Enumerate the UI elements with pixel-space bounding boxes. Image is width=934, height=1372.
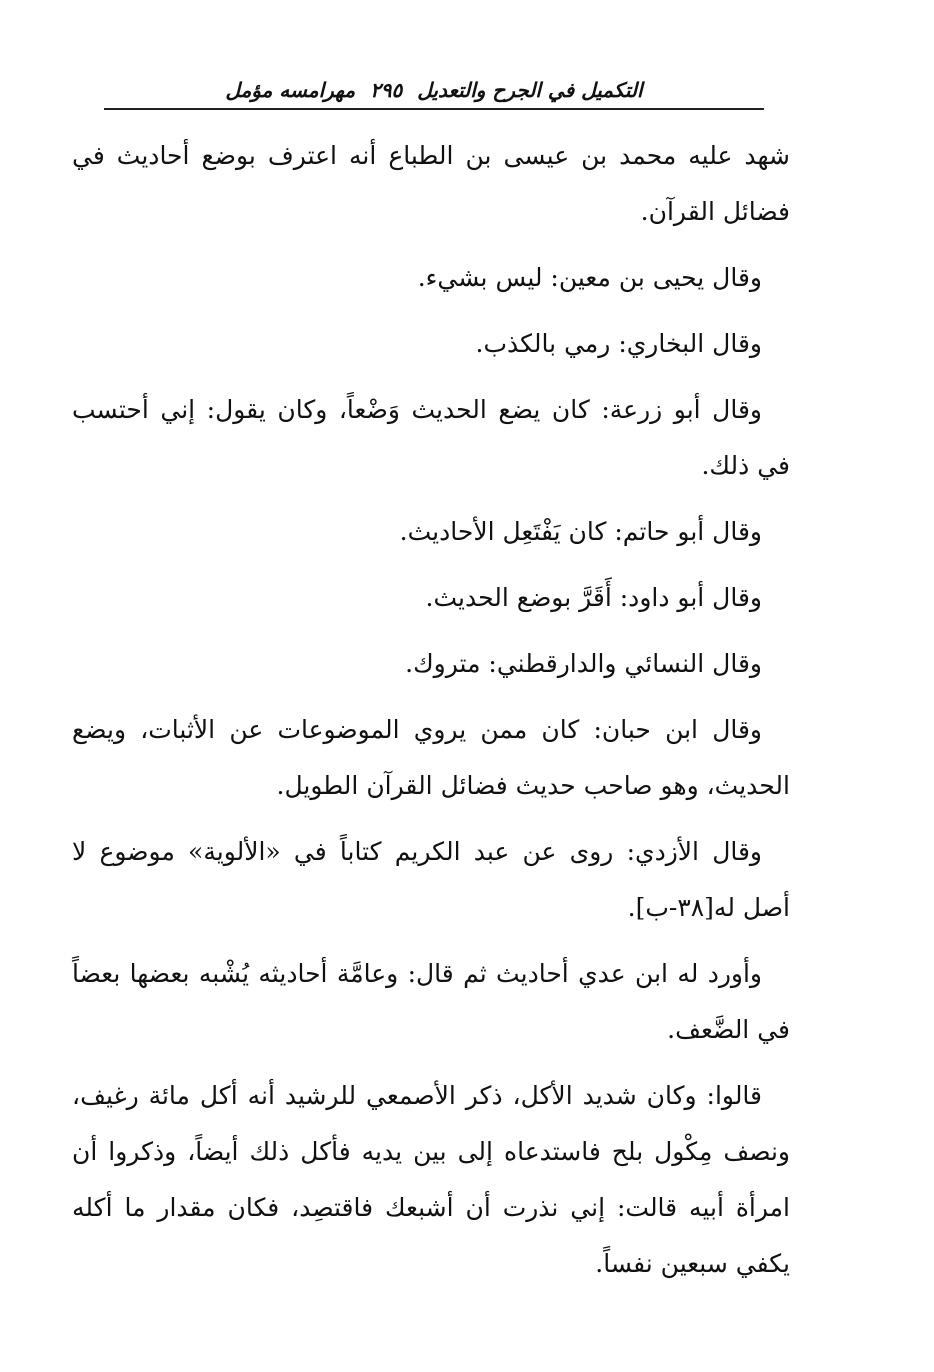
paragraph: وقال النسائي والدارقطني: متروك. [405,649,762,678]
book-title: التكميل في الجرح والتعديل [417,78,643,102]
page-number: ٢٩٥ [370,78,403,102]
running-header [104,70,764,110]
paragraph: وقال الأزدي: روى عن عبد الكريم كتاباً في «الألوية» موضوع لا أصل له[٣٨-ب]. [72,837,790,922]
entry-name: مهرامسه مؤمل [225,78,356,102]
paragraph: وأورد له ابن عدي أحاديث ثم قال: وعامَّة أحاديثه يُشْبه بعضها بعضاً في الضَّعف. [72,959,790,1044]
paragraph: شهد عليه محمد بن عيسى بن الطباع أنه اعترف بوضع أحاديث في فضائل القرآن. [72,141,790,226]
paragraph: وقال يحيى بن معين: ليس بشيء. [417,263,762,292]
paragraph: وقال البخاري: رمي بالكذب. [475,329,762,358]
paragraph: وقال أبو حاتم: كان يَفْتَعِل الأحاديث. [399,517,762,546]
paragraph: وقال أبو زرعة: كان يضع الحديث وَضْعاً، وكان يقول: إني أحتسب في ذلك. [72,395,790,480]
paragraph: قالوا: وكان شديد الأكل، ذكر الأصمعي للرشيد أنه أكل مائة رغيف، ونصف مِكْول بلح فاستدعاه إلى بين يديه فأكل ذلك أيضاً، وذكروا أن امرأة أبيه قالت: إني نذرت أن أشبعك فاقتصِد، فكان مقدار ما أكله يكفي سبعين نفساً. [72,1081,790,1278]
body-text [72,128,790,1302]
header-rule [104,108,764,110]
paragraph: وقال ابن حبان: كان ممن يروي الموضوعات عن الأثبات، ويضع الحديث، وهو صاحب حديث فضائل القرآن الطويل. [72,715,790,800]
paragraph: وقال أبو داود: أَقَرَّ بوضع الحديث. [425,583,762,612]
